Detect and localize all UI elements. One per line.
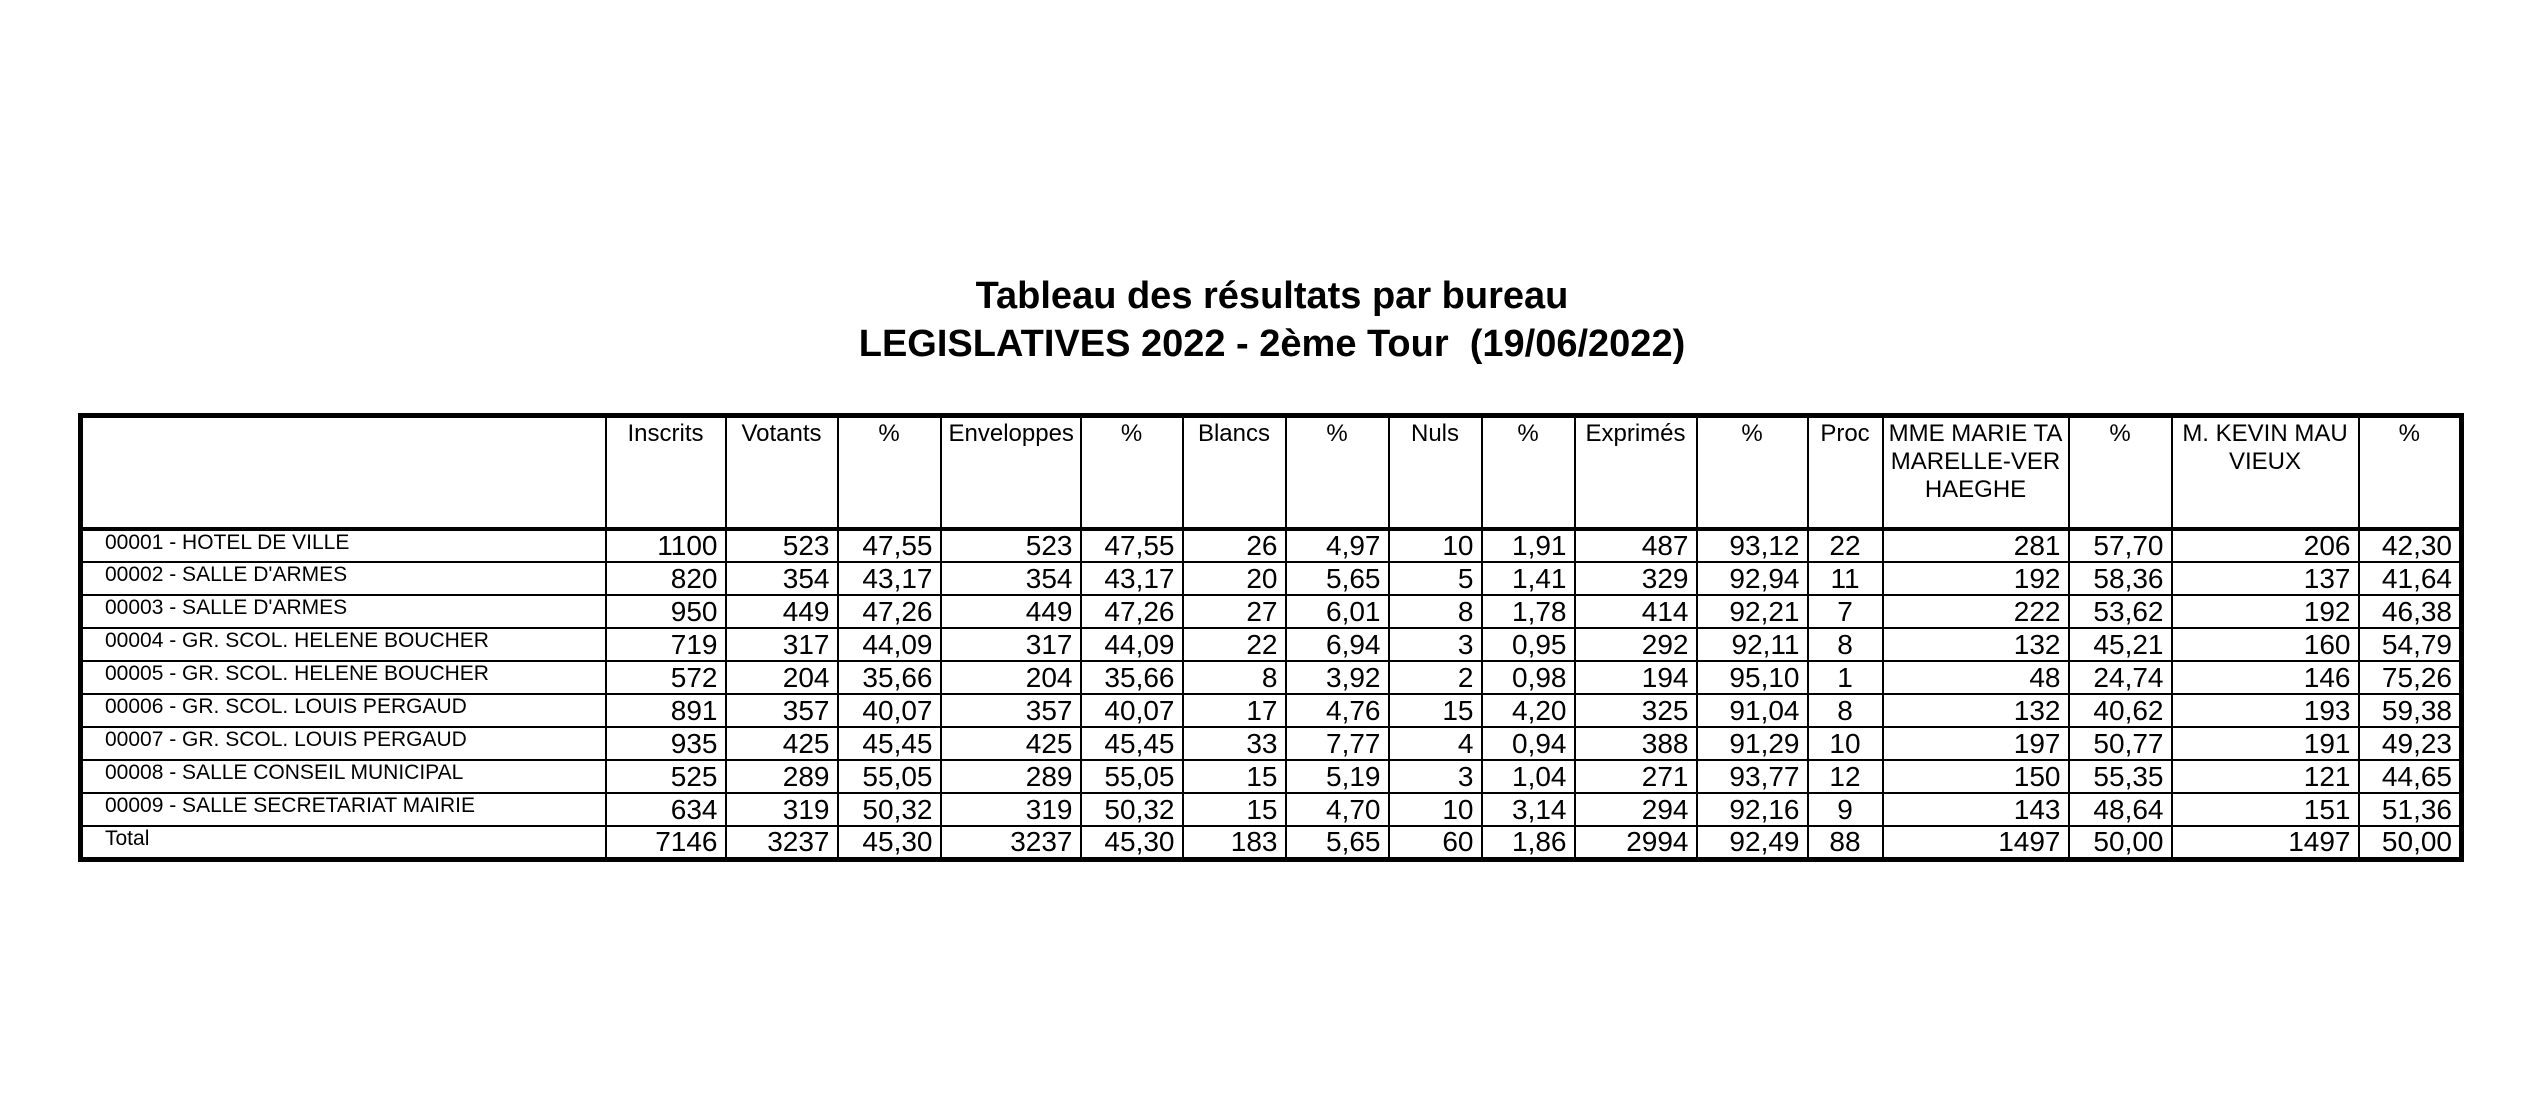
column-header-votants: Votants <box>726 416 838 529</box>
column-header-nuls-pct: % <box>1482 416 1575 529</box>
cell-enveloppes-pct: 35,66 <box>1081 661 1183 694</box>
column-header-blancs-pct: % <box>1286 416 1389 529</box>
cell-candidate-2: 151 <box>2172 793 2359 826</box>
cell-bureau: 00006 - GR. SCOL. LOUIS PERGAUD <box>81 694 606 727</box>
cell-enveloppes-pct: 43,17 <box>1081 562 1183 595</box>
cell-blancs: 27 <box>1183 595 1286 628</box>
cell-inscrits: 820 <box>606 562 726 595</box>
cell-proc: 1 <box>1808 661 1883 694</box>
column-header-votants-pct: % <box>838 416 941 529</box>
cell-votants-pct: 45,45 <box>838 727 941 760</box>
cell-enveloppes: 357 <box>941 694 1081 727</box>
cell-votants-pct: 50,32 <box>838 793 941 826</box>
cell-exprimes-pct: 91,29 <box>1697 727 1808 760</box>
cell-enveloppes-pct: 47,55 <box>1081 529 1183 562</box>
cell-blancs: 15 <box>1183 793 1286 826</box>
cell-candidate-1-pct: 58,36 <box>2069 562 2172 595</box>
cell-nuls: 60 <box>1389 826 1482 860</box>
cell-votants: 319 <box>726 793 838 826</box>
cell-candidate-1: 192 <box>1883 562 2069 595</box>
cell-inscrits: 572 <box>606 661 726 694</box>
table-row <box>81 628 2462 661</box>
cell-nuls: 4 <box>1389 727 1482 760</box>
column-header-proc: Proc <box>1808 416 1883 529</box>
results-table <box>78 413 2464 862</box>
cell-votants-pct: 40,07 <box>838 694 941 727</box>
column-header-bureau <box>81 416 606 529</box>
cell-nuls-pct: 3,14 <box>1482 793 1575 826</box>
cell-inscrits: 634 <box>606 793 726 826</box>
cell-blancs-pct: 5,65 <box>1286 826 1389 860</box>
cell-enveloppes: 3237 <box>941 826 1081 860</box>
cell-candidate-2-pct: 41,64 <box>2359 562 2462 595</box>
cell-enveloppes-pct: 40,07 <box>1081 694 1183 727</box>
cell-exprimes: 325 <box>1575 694 1697 727</box>
cell-enveloppes: 523 <box>941 529 1081 562</box>
cell-exprimes-pct: 92,16 <box>1697 793 1808 826</box>
cell-votants: 523 <box>726 529 838 562</box>
cell-candidate-2: 191 <box>2172 727 2359 760</box>
cell-blancs-pct: 3,92 <box>1286 661 1389 694</box>
cell-votants-pct: 35,66 <box>838 661 941 694</box>
document-header <box>0 272 2544 368</box>
cell-candidate-2-pct: 54,79 <box>2359 628 2462 661</box>
cell-proc: 7 <box>1808 595 1883 628</box>
cell-enveloppes: 317 <box>941 628 1081 661</box>
cell-votants-pct: 43,17 <box>838 562 941 595</box>
cell-nuls: 3 <box>1389 628 1482 661</box>
table-row <box>81 727 2462 760</box>
cell-candidate-2-pct: 44,65 <box>2359 760 2462 793</box>
cell-enveloppes-pct: 50,32 <box>1081 793 1183 826</box>
cell-candidate-1-pct: 57,70 <box>2069 529 2172 562</box>
table-row <box>81 661 2462 694</box>
cell-nuls: 2 <box>1389 661 1482 694</box>
table-body <box>81 529 2462 860</box>
cell-nuls-pct: 1,91 <box>1482 529 1575 562</box>
cell-nuls-pct: 0,95 <box>1482 628 1575 661</box>
document-subtitle: LEGISLATIVES 2022 - 2ème Tour (19/06/2022) <box>858 323 1686 365</box>
cell-candidate-2-pct: 75,26 <box>2359 661 2462 694</box>
column-header-nuls: Nuls <box>1389 416 1482 529</box>
cell-blancs: 8 <box>1183 661 1286 694</box>
cell-exprimes: 388 <box>1575 727 1697 760</box>
cell-candidate-1: 197 <box>1883 727 2069 760</box>
cell-enveloppes: 319 <box>941 793 1081 826</box>
column-header-candidate-1: MME MARIE TAMARELLE-VERHAEGHE <box>1883 416 2069 529</box>
cell-inscrits: 1100 <box>606 529 726 562</box>
column-header-candidate-1-pct: % <box>2069 416 2172 529</box>
cell-candidate-2-pct: 59,38 <box>2359 694 2462 727</box>
cell-candidate-2: 193 <box>2172 694 2359 727</box>
table-row <box>81 826 2462 860</box>
cell-bureau: 00005 - GR. SCOL. HELENE BOUCHER <box>81 661 606 694</box>
cell-exprimes-pct: 91,04 <box>1697 694 1808 727</box>
cell-exprimes: 294 <box>1575 793 1697 826</box>
cell-nuls-pct: 0,94 <box>1482 727 1575 760</box>
cell-blancs: 22 <box>1183 628 1286 661</box>
cell-blancs: 183 <box>1183 826 1286 860</box>
document-title: Tableau des résultats par bureau <box>975 275 1569 317</box>
cell-candidate-2-pct: 49,23 <box>2359 727 2462 760</box>
cell-nuls: 8 <box>1389 595 1482 628</box>
table-row <box>81 595 2462 628</box>
cell-bureau: 00004 - GR. SCOL. HELENE BOUCHER <box>81 628 606 661</box>
cell-inscrits: 7146 <box>606 826 726 860</box>
cell-candidate-1: 150 <box>1883 760 2069 793</box>
cell-proc: 8 <box>1808 628 1883 661</box>
cell-exprimes-pct: 92,11 <box>1697 628 1808 661</box>
cell-votants-pct: 47,26 <box>838 595 941 628</box>
column-header-enveloppes-pct: % <box>1081 416 1183 529</box>
cell-candidate-2: 160 <box>2172 628 2359 661</box>
cell-candidate-1-pct: 40,62 <box>2069 694 2172 727</box>
column-header-enveloppes: Enveloppes <box>941 416 1081 529</box>
cell-bureau: 00002 - SALLE D'ARMES <box>81 562 606 595</box>
cell-candidate-2-pct: 51,36 <box>2359 793 2462 826</box>
cell-inscrits: 950 <box>606 595 726 628</box>
cell-blancs-pct: 5,19 <box>1286 760 1389 793</box>
cell-blancs: 17 <box>1183 694 1286 727</box>
cell-inscrits: 525 <box>606 760 726 793</box>
table-row <box>81 529 2462 562</box>
cell-candidate-1: 281 <box>1883 529 2069 562</box>
cell-blancs-pct: 4,70 <box>1286 793 1389 826</box>
cell-candidate-2-pct: 42,30 <box>2359 529 2462 562</box>
cell-candidate-1: 143 <box>1883 793 2069 826</box>
cell-nuls-pct: 1,04 <box>1482 760 1575 793</box>
cell-candidate-2-pct: 50,00 <box>2359 826 2462 860</box>
cell-candidate-1-pct: 45,21 <box>2069 628 2172 661</box>
cell-candidate-1-pct: 50,77 <box>2069 727 2172 760</box>
cell-enveloppes: 354 <box>941 562 1081 595</box>
cell-nuls: 3 <box>1389 760 1482 793</box>
cell-exprimes-pct: 92,21 <box>1697 595 1808 628</box>
cell-nuls: 10 <box>1389 529 1482 562</box>
cell-votants-pct: 47,55 <box>838 529 941 562</box>
cell-nuls: 10 <box>1389 793 1482 826</box>
cell-candidate-2: 137 <box>2172 562 2359 595</box>
cell-blancs-pct: 6,01 <box>1286 595 1389 628</box>
cell-candidate-2-pct: 46,38 <box>2359 595 2462 628</box>
cell-enveloppes-pct: 47,26 <box>1081 595 1183 628</box>
cell-candidate-2: 206 <box>2172 529 2359 562</box>
cell-blancs: 33 <box>1183 727 1286 760</box>
cell-proc: 11 <box>1808 562 1883 595</box>
column-header-blancs: Blancs <box>1183 416 1286 529</box>
cell-nuls-pct: 1,86 <box>1482 826 1575 860</box>
cell-bureau: 00007 - GR. SCOL. LOUIS PERGAUD <box>81 727 606 760</box>
cell-enveloppes: 289 <box>941 760 1081 793</box>
cell-exprimes: 329 <box>1575 562 1697 595</box>
column-header-candidate-2-pct: % <box>2359 416 2462 529</box>
cell-votants: 425 <box>726 727 838 760</box>
cell-nuls-pct: 0,98 <box>1482 661 1575 694</box>
cell-inscrits: 935 <box>606 727 726 760</box>
cell-candidate-1-pct: 48,64 <box>2069 793 2172 826</box>
cell-votants: 357 <box>726 694 838 727</box>
cell-proc: 12 <box>1808 760 1883 793</box>
cell-candidate-2: 146 <box>2172 661 2359 694</box>
cell-candidate-1: 132 <box>1883 628 2069 661</box>
table-header-row <box>81 416 2462 529</box>
cell-nuls: 15 <box>1389 694 1482 727</box>
cell-bureau: 00003 - SALLE D'ARMES <box>81 595 606 628</box>
cell-exprimes: 414 <box>1575 595 1697 628</box>
table-row <box>81 760 2462 793</box>
cell-exprimes: 487 <box>1575 529 1697 562</box>
cell-candidate-1: 48 <box>1883 661 2069 694</box>
cell-votants: 3237 <box>726 826 838 860</box>
cell-bureau: Total <box>81 826 606 860</box>
cell-exprimes: 2994 <box>1575 826 1697 860</box>
cell-candidate-1: 222 <box>1883 595 2069 628</box>
cell-votants: 354 <box>726 562 838 595</box>
column-header-inscrits: Inscrits <box>606 416 726 529</box>
cell-exprimes-pct: 92,94 <box>1697 562 1808 595</box>
cell-enveloppes: 204 <box>941 661 1081 694</box>
cell-enveloppes-pct: 44,09 <box>1081 628 1183 661</box>
cell-inscrits: 719 <box>606 628 726 661</box>
cell-nuls: 5 <box>1389 562 1482 595</box>
cell-votants: 449 <box>726 595 838 628</box>
cell-candidate-1-pct: 24,74 <box>2069 661 2172 694</box>
cell-enveloppes-pct: 55,05 <box>1081 760 1183 793</box>
cell-votants-pct: 45,30 <box>838 826 941 860</box>
cell-blancs-pct: 7,77 <box>1286 727 1389 760</box>
cell-votants-pct: 55,05 <box>838 760 941 793</box>
cell-nuls-pct: 1,41 <box>1482 562 1575 595</box>
cell-enveloppes: 449 <box>941 595 1081 628</box>
cell-bureau: 00008 - SALLE CONSEIL MUNICIPAL <box>81 760 606 793</box>
cell-inscrits: 891 <box>606 694 726 727</box>
cell-candidate-2: 192 <box>2172 595 2359 628</box>
table-row <box>81 793 2462 826</box>
cell-blancs-pct: 5,65 <box>1286 562 1389 595</box>
cell-enveloppes-pct: 45,45 <box>1081 727 1183 760</box>
cell-candidate-1: 1497 <box>1883 826 2069 860</box>
cell-bureau: 00001 - HOTEL DE VILLE <box>81 529 606 562</box>
cell-proc: 88 <box>1808 826 1883 860</box>
cell-candidate-2: 121 <box>2172 760 2359 793</box>
cell-candidate-1-pct: 55,35 <box>2069 760 2172 793</box>
cell-votants-pct: 44,09 <box>838 628 941 661</box>
cell-blancs-pct: 4,97 <box>1286 529 1389 562</box>
cell-votants: 204 <box>726 661 838 694</box>
cell-nuls-pct: 4,20 <box>1482 694 1575 727</box>
cell-blancs: 26 <box>1183 529 1286 562</box>
cell-exprimes-pct: 92,49 <box>1697 826 1808 860</box>
cell-bureau: 00009 - SALLE SECRETARIAT MAIRIE <box>81 793 606 826</box>
cell-blancs-pct: 6,94 <box>1286 628 1389 661</box>
cell-candidate-1-pct: 50,00 <box>2069 826 2172 860</box>
cell-blancs-pct: 4,76 <box>1286 694 1389 727</box>
column-header-exprimes: Exprimés <box>1575 416 1697 529</box>
cell-proc: 22 <box>1808 529 1883 562</box>
cell-exprimes: 271 <box>1575 760 1697 793</box>
cell-votants: 317 <box>726 628 838 661</box>
cell-proc: 10 <box>1808 727 1883 760</box>
cell-exprimes-pct: 93,12 <box>1697 529 1808 562</box>
column-header-candidate-2: M. KEVIN MAUVIEUX <box>2172 416 2359 529</box>
column-header-exprimes-pct: % <box>1697 416 1808 529</box>
cell-exprimes-pct: 93,77 <box>1697 760 1808 793</box>
table-row <box>81 694 2462 727</box>
cell-candidate-1-pct: 53,62 <box>2069 595 2172 628</box>
cell-enveloppes-pct: 45,30 <box>1081 826 1183 860</box>
cell-votants: 289 <box>726 760 838 793</box>
cell-candidate-1: 132 <box>1883 694 2069 727</box>
table-row <box>81 562 2462 595</box>
cell-proc: 9 <box>1808 793 1883 826</box>
cell-blancs: 20 <box>1183 562 1286 595</box>
cell-exprimes: 292 <box>1575 628 1697 661</box>
cell-blancs: 15 <box>1183 760 1286 793</box>
cell-proc: 8 <box>1808 694 1883 727</box>
cell-nuls-pct: 1,78 <box>1482 595 1575 628</box>
cell-candidate-2: 1497 <box>2172 826 2359 860</box>
cell-exprimes: 194 <box>1575 661 1697 694</box>
cell-exprimes-pct: 95,10 <box>1697 661 1808 694</box>
cell-enveloppes: 425 <box>941 727 1081 760</box>
